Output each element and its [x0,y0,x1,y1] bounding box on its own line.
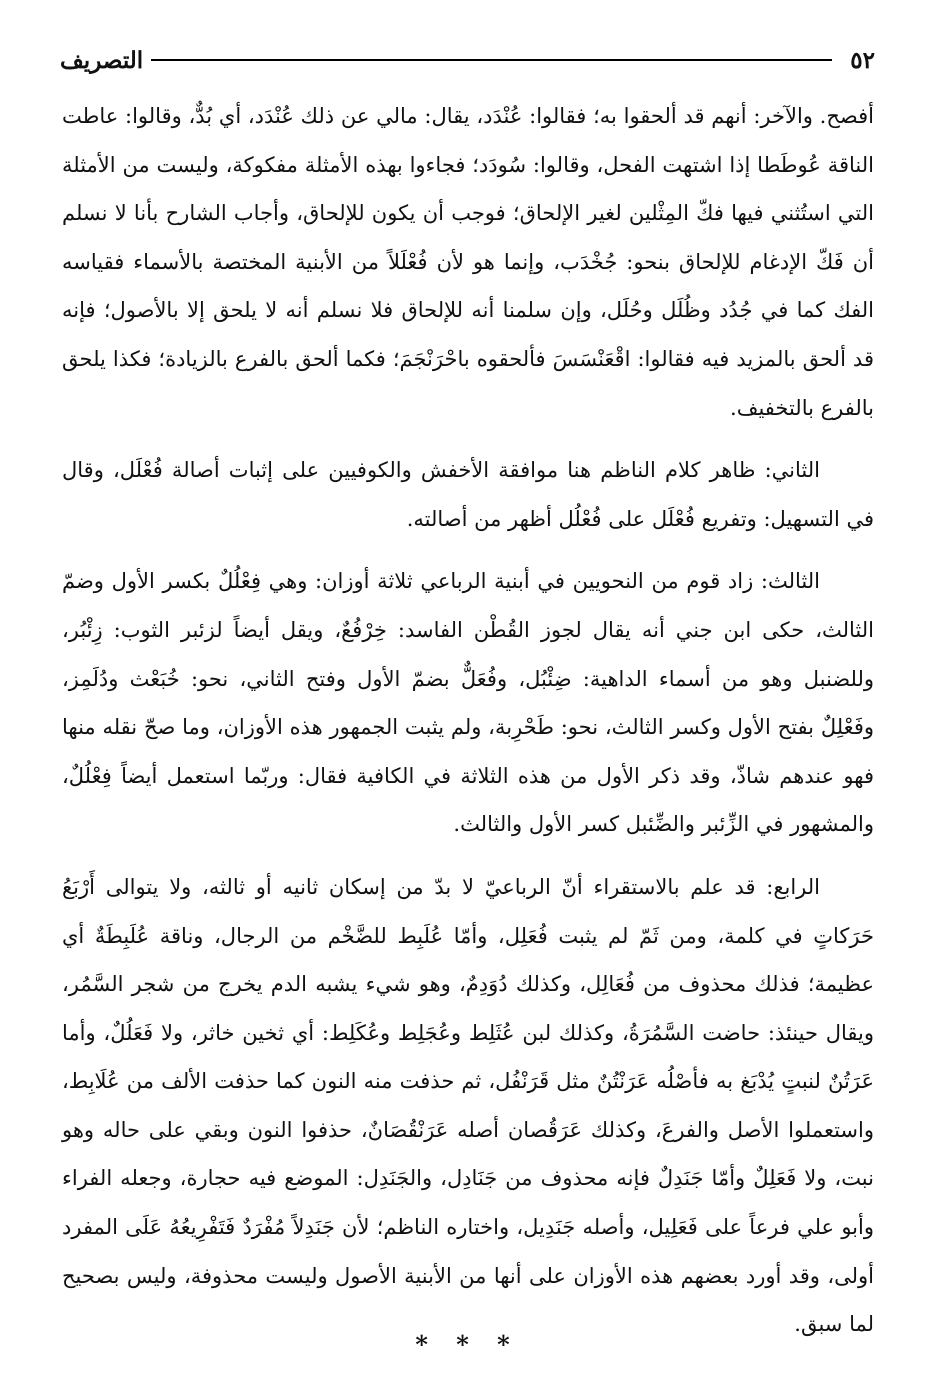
section-end-ornament: * * * [415,1330,520,1359]
paragraph: أفصح. والآخر: أنهم قد ألحقوا به؛ فقالوا: عُنْدَد، يقال: مالي عن ذلك عُنْدَد، أي بُدٌّ، وقالوا: عاطت الناقة عُوطَطا إذا اشتهت الفحل، وقالوا: سُودَد؛ فجاءوا بهذه الأمثلة مفكوكة، وليست من الأمثلة التي استُثني فيها فكّ المِثْلين لغير الإلحاق؛ فوجب أن يكون للإلحاق، وأجاب الشارح بأنا لا نسلم أن فَكّ الإدغام للإلحاق بنحو: جُخْدَب، وإنما هو لأن فُعْلَلاً من الأبنية المختصة بالأسماء فقياسه الفك كما في جُدُد وظُلَل وحُلَل، وإن سلمنا أنه للإلحاق فلا نسلم أنه لا يلحق إلا بالأصول؛ فإنه قد ألحق بالمزيد فيه فقالوا: اقْعَنْسَسَ فألحقوه باحْرَنْجَمَ؛ فكما ألحق بالفرع بالزيادة؛ فكذا يلحق بالفرع بالتخفيف. [62,104,874,420]
header-rule [151,59,832,61]
running-title: التصريف [60,46,144,74]
page-header [60,40,875,80]
paragraph: الثالث: زاد قوم من النحويين في أبنية الرباعي ثلاثة أوزان: وهي فِعْلُلٌ بكسر الأول وضمّ الثالث، حكى ابن جني أنه يقال لجوز القُطْن الفاسد: خِرْفُعٌ، ويقل أيضاً لزئبر الثوب: زِئْبُر، وللضنبل وهو من أسماء الداهية: ضِئْبُل، وفُعَلٌّ بضمّ الأول وفتح الثاني، نحو: خُبَعْث ودُلَمِز، وفَعْلِلٌ بفتح الأول وكسر الثالث، نحو: طَحْرِبة، ولم يثبت الجمهور هذه الأوزان، وما صحّ نقله منها فهو عندهم شاذّ، وقد ذكر الأول من هذه الثلاثة في الكافية فقال: وربّما استعمل أيضاً فِعْلُلٌ، والمشهور في الزِّئبر والضِّئبل كسر الأول والثالث. [62,569,874,837]
page-number: ٥٢ [850,46,875,74]
page-body [62,92,874,1349]
paragraph: الثاني: ظاهر كلام الناظم هنا موافقة الأخفش والكوفيين على إثبات أصالة فُعْلَل، وقال في التسهيل: وتفريع فُعْلَل على فُعْلُل أظهر من أصالته. [62,458,874,531]
paragraph: الرابع: قد علم بالاستقراء أنّ الرباعيّ لا بدّ من إسكان ثانيه أو ثالثه، ولا يتوالى أَرْبَعُ حَرَكاتٍ في كلمة، ومن ثَمّ لم يثبت فُعَلِل، وأمّا عُلَبِط للضَّخْم من الرجال، وناقة عُلَبِطَةٌ أي عظيمة؛ فذلك محذوف من فُعَالِل، وكذلك دُوَدِمٌ، وهو شيء يشبه الدم يخرج من شجر السَّمُر، ويقال حينئذ: حاضت السَّمُرَةُ، وكذلك لبن عُثَلِط وعُجَلِط وعُكَلِط: أي ثخين خاثر، ولا فَعَلُلٌ، وأما عَرَتُنٌ لنبتٍ يُدْبَغ به فأصْلُه عَرَنْتُنٌ مثل قَرَنْفُل، ثم حذفت منه النون كما حذفت الألف من عُلَابِط، واستعملوا الأصل والفرعَ، وكذلك عَرَقُصان أصله عَرَنْقُصَانٌ، حذفوا النون وبقي على حاله وهو نبت، ولا فَعَلِلٌ وأمّا جَنَدِلٌ فإنه محذوف من جَنَادِل، والجَنَدِل: الموضع فيه حجارة، وجعله الفراء وأبو علي فرعاً على فَعَلِيل، وأصله جَنَدِيل، واختاره الناظم؛ لأن جَنَدِلاً مُفْرَدٌ فَتَفْرِيعُهُ عَلَى المفرد أولى، وقد أورد بعضهم هذه الأوزان على أنها من الأبنية الأصول وليست محذوفة، وليس بصحيح لما سبق. [62,874,874,1337]
